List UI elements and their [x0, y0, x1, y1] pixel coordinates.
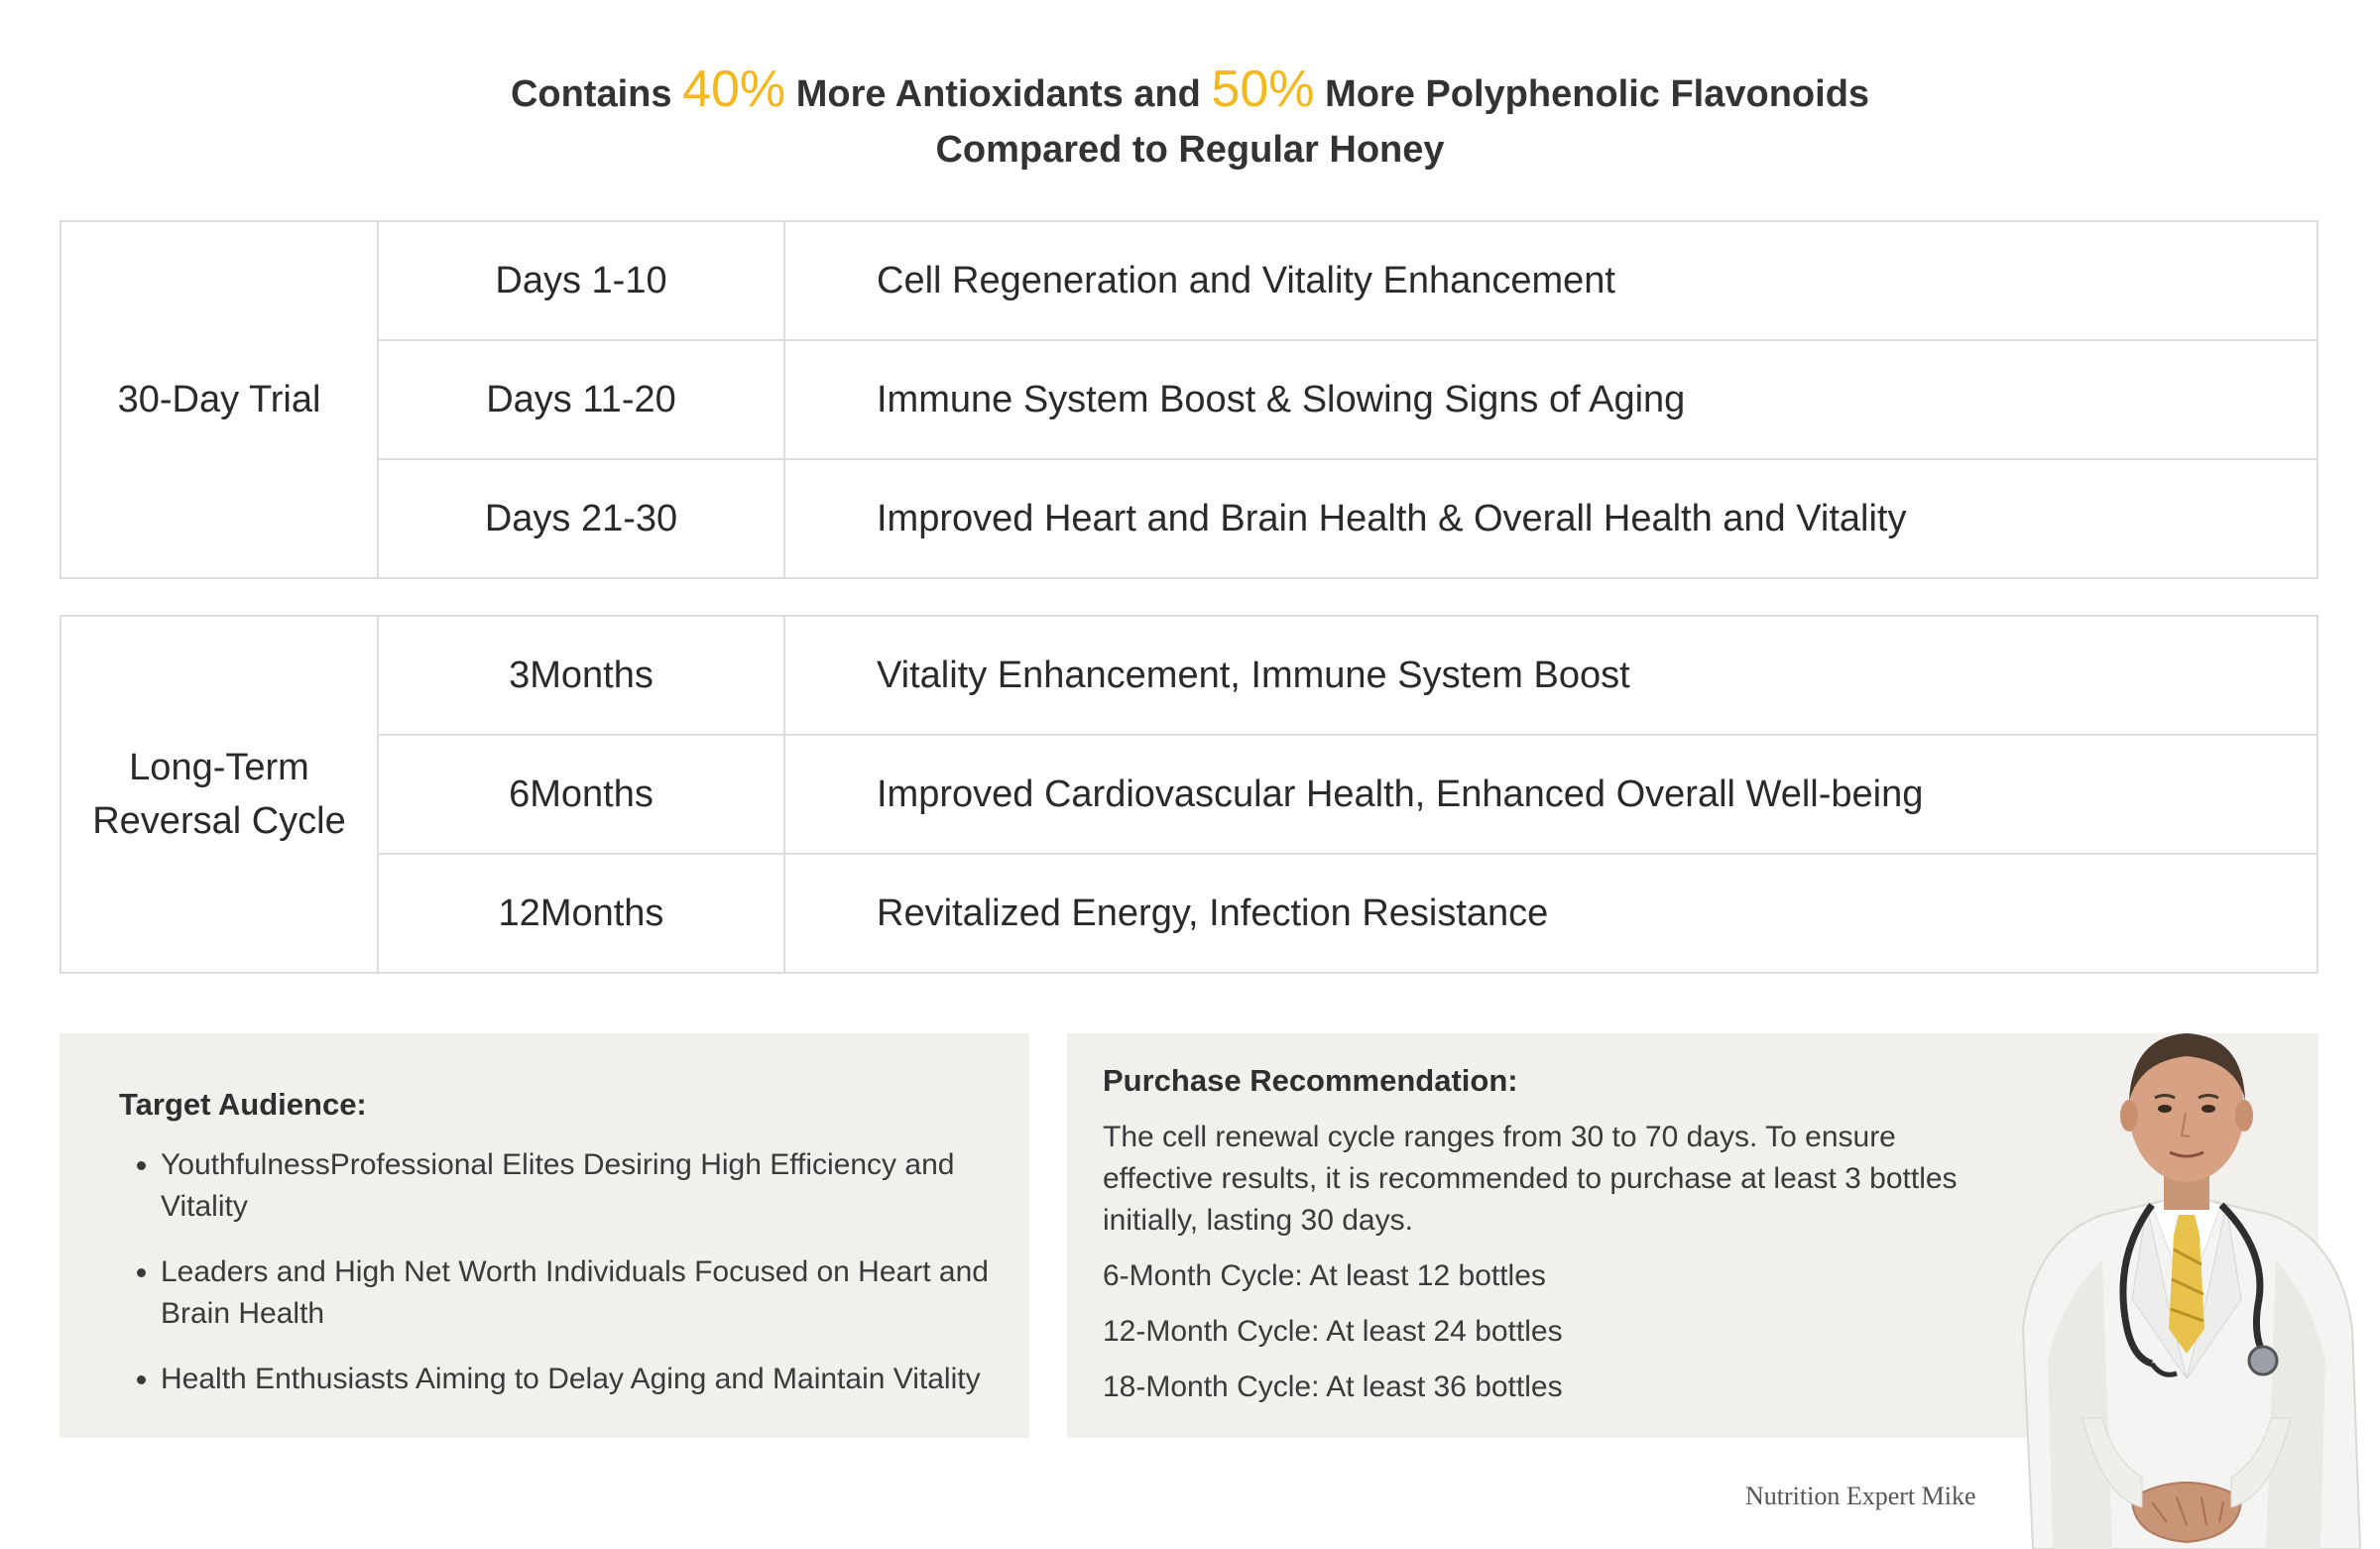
- plan-label-line-2: Reversal Cycle: [92, 800, 346, 842]
- table-row: [60, 459, 2318, 578]
- plan-benefit: Revitalized Energy, Infection Resistance: [784, 854, 2318, 973]
- table-row: [60, 340, 2318, 459]
- plan-label: 30-Day Trial: [60, 221, 378, 578]
- plan-period: 6Months: [378, 735, 784, 854]
- purchase-cycle: 12-Month Cycle: At least 24 bottles: [1103, 1315, 1563, 1348]
- purchase-title: Purchase Recommendation:: [1103, 1063, 1518, 1098]
- purchase-intro: The cell renewal cycle ranges from 30 to 70 days. To ensure effective results, it is recommended to purchase at least 3 bottles initially, lasting 30 days.: [1103, 1121, 1958, 1237]
- long-term-plan-table: [60, 615, 2319, 974]
- table-row: [60, 221, 2318, 340]
- plan-period: Days 21-30: [378, 459, 784, 578]
- plan-benefit: Vitality Enhancement, Immune System Boost: [784, 616, 2318, 735]
- plan-period: Days 1-10: [378, 221, 784, 340]
- plan-benefit: Immune System Boost & Slowing Signs of Aging: [784, 340, 2318, 459]
- trial-plan-table: [60, 220, 2319, 579]
- plan-label-line-1: Long-Term: [129, 747, 309, 788]
- plan-benefit: Improved Cardiovascular Health, Enhanced Overall Well-being: [784, 735, 2318, 854]
- target-audience-title: Target Audience:: [119, 1087, 367, 1122]
- target-audience-list: [119, 1144, 1033, 1424]
- list-item: • YouthfulnessProfessional Elites Desiring High Efficiency and Vitality: [161, 1144, 1033, 1228]
- plan-label: [60, 616, 378, 973]
- table-row: [60, 616, 2318, 735]
- headline-line-1: [0, 61, 2380, 122]
- headline-prefix: Contains: [510, 73, 672, 115]
- purchase-body: [1103, 1117, 1975, 1422]
- target-audience-card: [60, 1033, 1029, 1438]
- antioxidant-percent: 40%: [682, 60, 786, 118]
- headline-suffix: More Polyphenolic Flavonoids: [1325, 73, 1870, 115]
- plan-benefit: Cell Regeneration and Vitality Enhancement: [784, 221, 2318, 340]
- expert-caption: Nutrition Expert Mike: [1745, 1482, 1976, 1510]
- headline-middle: More Antioxidants and: [795, 73, 1201, 115]
- doctor-portrait-icon: [1993, 1002, 2380, 1549]
- headline-line-2: Compared to Regular Honey: [935, 129, 1445, 171]
- plan-period: Days 11-20: [378, 340, 784, 459]
- list-item: • Health Enthusiasts Aiming to Delay Aging and Maintain Vitality: [161, 1359, 1033, 1400]
- headline: [0, 61, 2380, 178]
- list-item: • Leaders and High Net Worth Individuals Focused on Heart and Brain Health: [161, 1251, 1033, 1335]
- purchase-cycle: 18-Month Cycle: At least 36 bottles: [1103, 1370, 1563, 1403]
- table-row: [60, 735, 2318, 854]
- flavonoid-percent: 50%: [1211, 60, 1315, 118]
- table-row: [60, 854, 2318, 973]
- purchase-cycle: 6-Month Cycle: At least 12 bottles: [1103, 1259, 1546, 1292]
- plan-period: 12Months: [378, 854, 784, 973]
- plan-period: 3Months: [378, 616, 784, 735]
- plan-benefit: Improved Heart and Brain Health & Overall Health and Vitality: [784, 459, 2318, 578]
